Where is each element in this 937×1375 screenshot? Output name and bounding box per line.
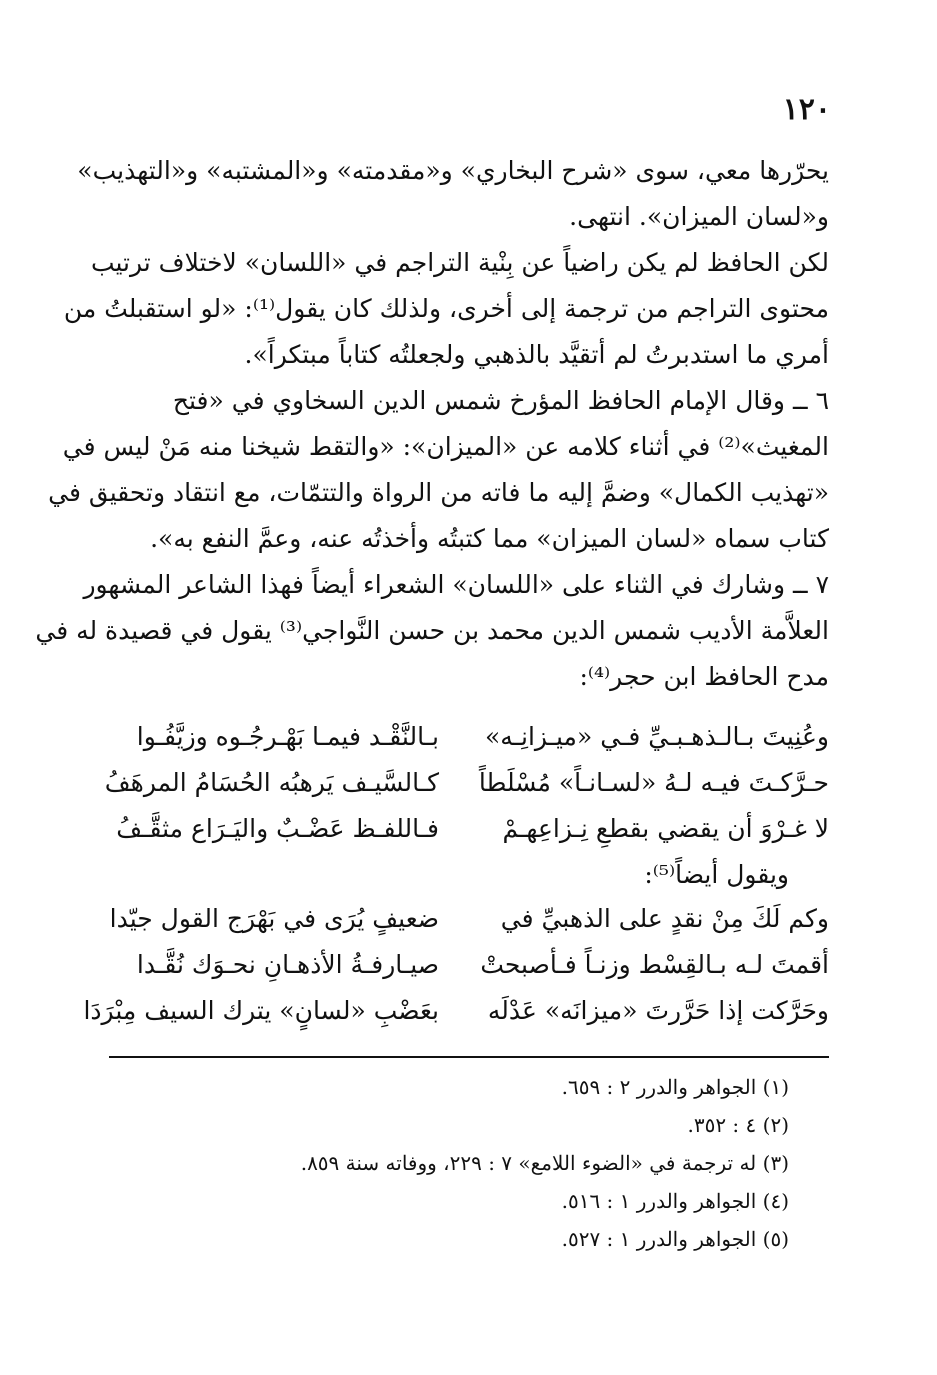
verse-second-hemistich: كـالسَّيـف يَرهبُه الحُسَامُ المرهَفُ [104,768,439,797]
verse-second-hemistich: صيـارفـةُ الأذهـانِ نحـوَك نُقَّـدا [136,950,439,979]
footnote: (٤) الجواهر والدرر ١ : ٥١٦. [561,1189,789,1213]
footnote: (٢) ٤ : ٣٥٢. [687,1113,789,1137]
verse-first-hemistich: لا غـرْوَ أن يقضي بقطعِ نِـزاعِهـمْ [502,814,829,843]
footnote-divider [109,1056,829,1058]
footnotes [109,1068,789,1258]
text-line: ٦ ــ وقال الإمام الحافظ المؤرخ شمس الدين السخاوي في «فتح [172,386,829,415]
verse-row [109,896,829,942]
text-line: العلاَّمة الأديب شمس الدين محمد بن حسن النَّواجي⁽³⁾ يقول في قصيدة له في [35,616,829,645]
poem-verses-first [104,714,829,852]
text-line: أمري ما استدبرتُ لم أتقيَّد بالذهبي ولجعلتُه كتاباً مبتكراً». [244,340,829,369]
text-line: مدح الحافظ ابن حجر⁽⁴⁾: [579,662,829,691]
verse-intro: ويقول أيضاً⁽⁵⁾: [644,860,789,889]
verse-first-hemistich: حـرَّكـتَ فيـه لـهُ «لسـانـاً» مُسْلَطاً [478,768,829,797]
footnote: (٣) له ترجمة في «الضوء اللامع» ٧ : ٢٢٩، ووفاته سنة ٨٥٩. [300,1151,789,1175]
verse-first-hemistich: أقمتَ لـه بـالقِسْط وزنـاً فـأصبحتْ [480,950,829,979]
verse-first-hemistich: وعُنِيتَ بـالـذهـبـيِّ فـي «ميـزانِـه» [484,722,829,751]
verse-first-hemistich: وحَرَّكت إذا حَرَّرتَ «ميزانَه» عَدْلَه [487,996,829,1025]
verse-second-hemistich: ضعيفٍ يُرَى في بَهْرَج القول جيّدا [109,904,439,933]
verse-second-hemistich: بعَضْبِ «لسانٍ» يترك السيف مِبْرَدَا [83,996,439,1025]
text-line: «تهذيب الكمال» وضمَّ إليه ما فاته من الرواة والتتمّات، مع انتقاد وتحقيق في [48,478,829,507]
text-line: و«لسان الميزان». انتهى. [569,202,829,231]
verse-second-hemistich: بـالنَّقْـد فيمـا بَهْـرجُـوه وزيَّفُـوا [136,722,439,751]
text-line: لكن الحافظ لم يكن راضياً عن بِنْية التراجم في «اللسان» لاختلاف ترتيب [90,248,829,277]
verse-row [109,942,829,988]
verse-second-hemistich: فـاللفـظ عَضْـبٌ واليَـرَاع مثقَّـفُ [116,814,439,843]
text-line: كتاب سماه «لسان الميزان» مما كتبتُه وأخذتُه عنه، وعمَّ النفع به». [150,524,829,553]
verse-row [109,714,829,760]
verse-row [83,988,829,1034]
verse-row [104,760,829,806]
text-line: المغيث»⁽²⁾ في أثناء كلامه عن «الميزان»: «والتقط شيخنا منه مَنْ ليس في [62,432,829,461]
footnote: (١) الجواهر والدرر ٢ : ٦٥٩. [561,1075,789,1099]
verse-row [109,806,829,852]
text-line: ٧ ــ وشارك في الثناء على «اللسان» الشعراء أيضاً فهذا الشاعر المشهور [83,570,829,599]
text-line: محتوى التراجم من ترجمة إلى أخرى، ولذلك كان يقول⁽¹⁾: «لو استقبلتُ من [63,294,829,323]
footnote: (٥) الجواهر والدرر ١ : ٥٢٧. [561,1227,789,1251]
text-line: يحرّرها معي، سوى «شرح البخاري» و«مقدمته» و«المشتبه» و«التهذيب» [77,156,829,185]
page-number: ١٢٠ [782,92,831,127]
verse-first-hemistich: وكم لَكَ مِنْ نقدٍ على الذهبيِّ في [500,904,829,933]
main-paragraphs [35,148,829,700]
poem-verses-second [83,896,829,1034]
